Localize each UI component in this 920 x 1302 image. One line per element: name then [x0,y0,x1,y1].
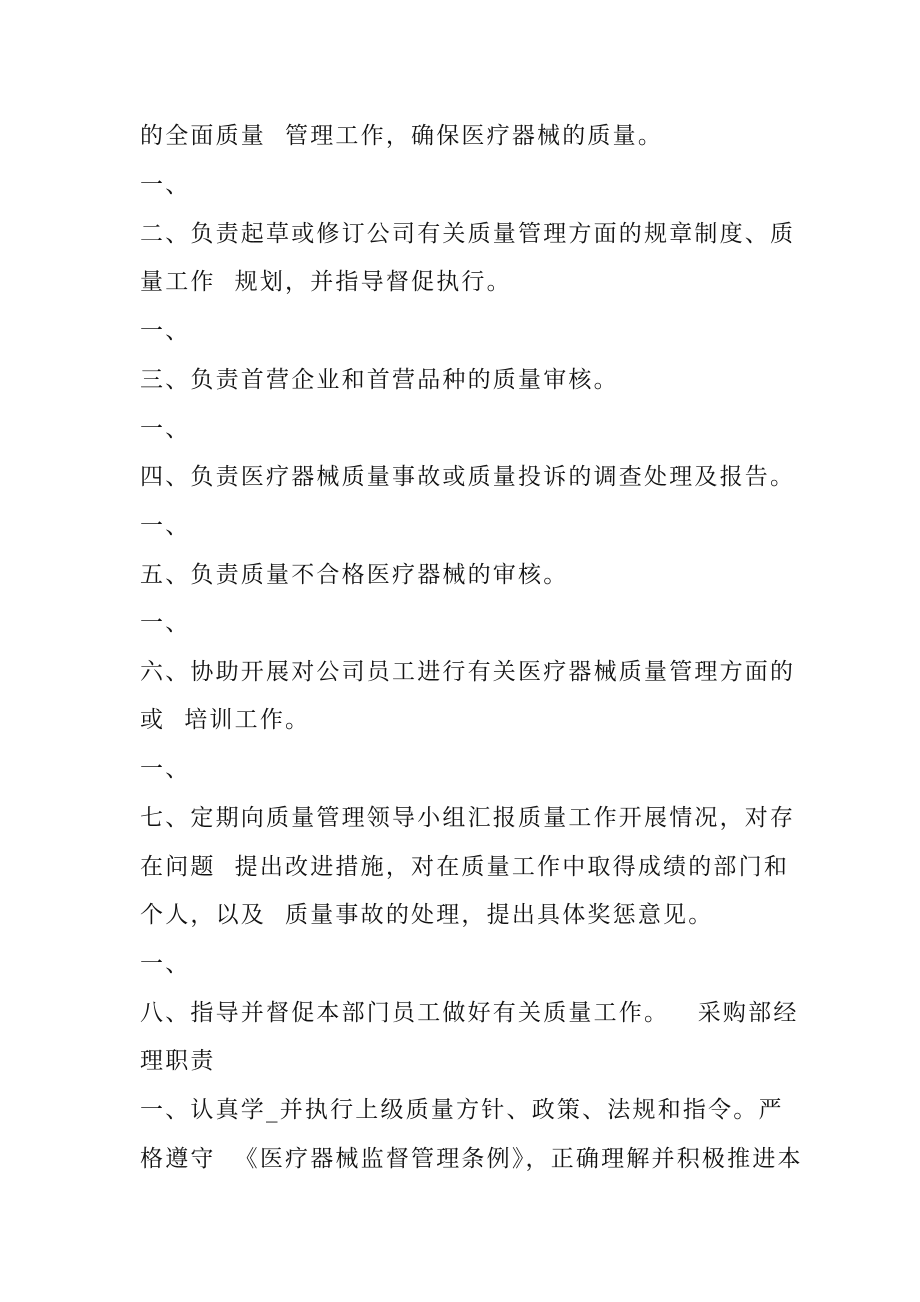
text-line: 四、负责医疗器械质量事故或质量投诉的调查处理及报告。 [140,464,796,490]
text-line: 一、 [140,318,191,344]
text-line: 一、认真学_并执行上级质量方针、政策、法规和指令。严 [140,1097,784,1123]
text-line: 或 培训工作。 [140,707,311,733]
text-line: 个人，以及 质量事故的处理，提出具体奖惩意见。 [140,902,714,928]
text-line: 八、指导并督促本部门员工做好有关质量工作。 采购部经 [140,1000,799,1026]
text-line: 六、协助开展对公司员工进行有关医疗器械质量管理方面的 [140,659,796,685]
text-line: 量工作 规划，并指导督促执行。 [140,269,512,295]
text-line: 二、负责起草或修订公司有关质量管理方面的规章制度、质 [140,221,796,247]
text-line: 七、定期向质量管理领导小组汇报质量工作开展情况，对存 [140,805,796,831]
text-line: 三、负责首营企业和首营品种的质量审核。 [140,367,619,393]
text-line: 一、 [140,172,191,198]
text-line: 格遵守 《医疗器械监督管理条例》，正确理解并积极推进本 [140,1146,803,1172]
text-line: 一、 [140,951,191,977]
text-line: 一、 [140,513,191,539]
text-line: 一、 [140,756,191,782]
text-line: 一、 [140,416,191,442]
text-line: 在问题 提出改进措施，对在质量工作中取得成绩的部门和 [140,854,790,880]
text-line: 五、负责质量不合格医疗器械的审核。 [140,562,569,588]
text-line: 的全面质量 管理工作，确保医疗器械的质量。 [140,123,664,149]
text-line: 一、 [140,610,191,636]
text-line: 理职责 [140,1048,216,1074]
